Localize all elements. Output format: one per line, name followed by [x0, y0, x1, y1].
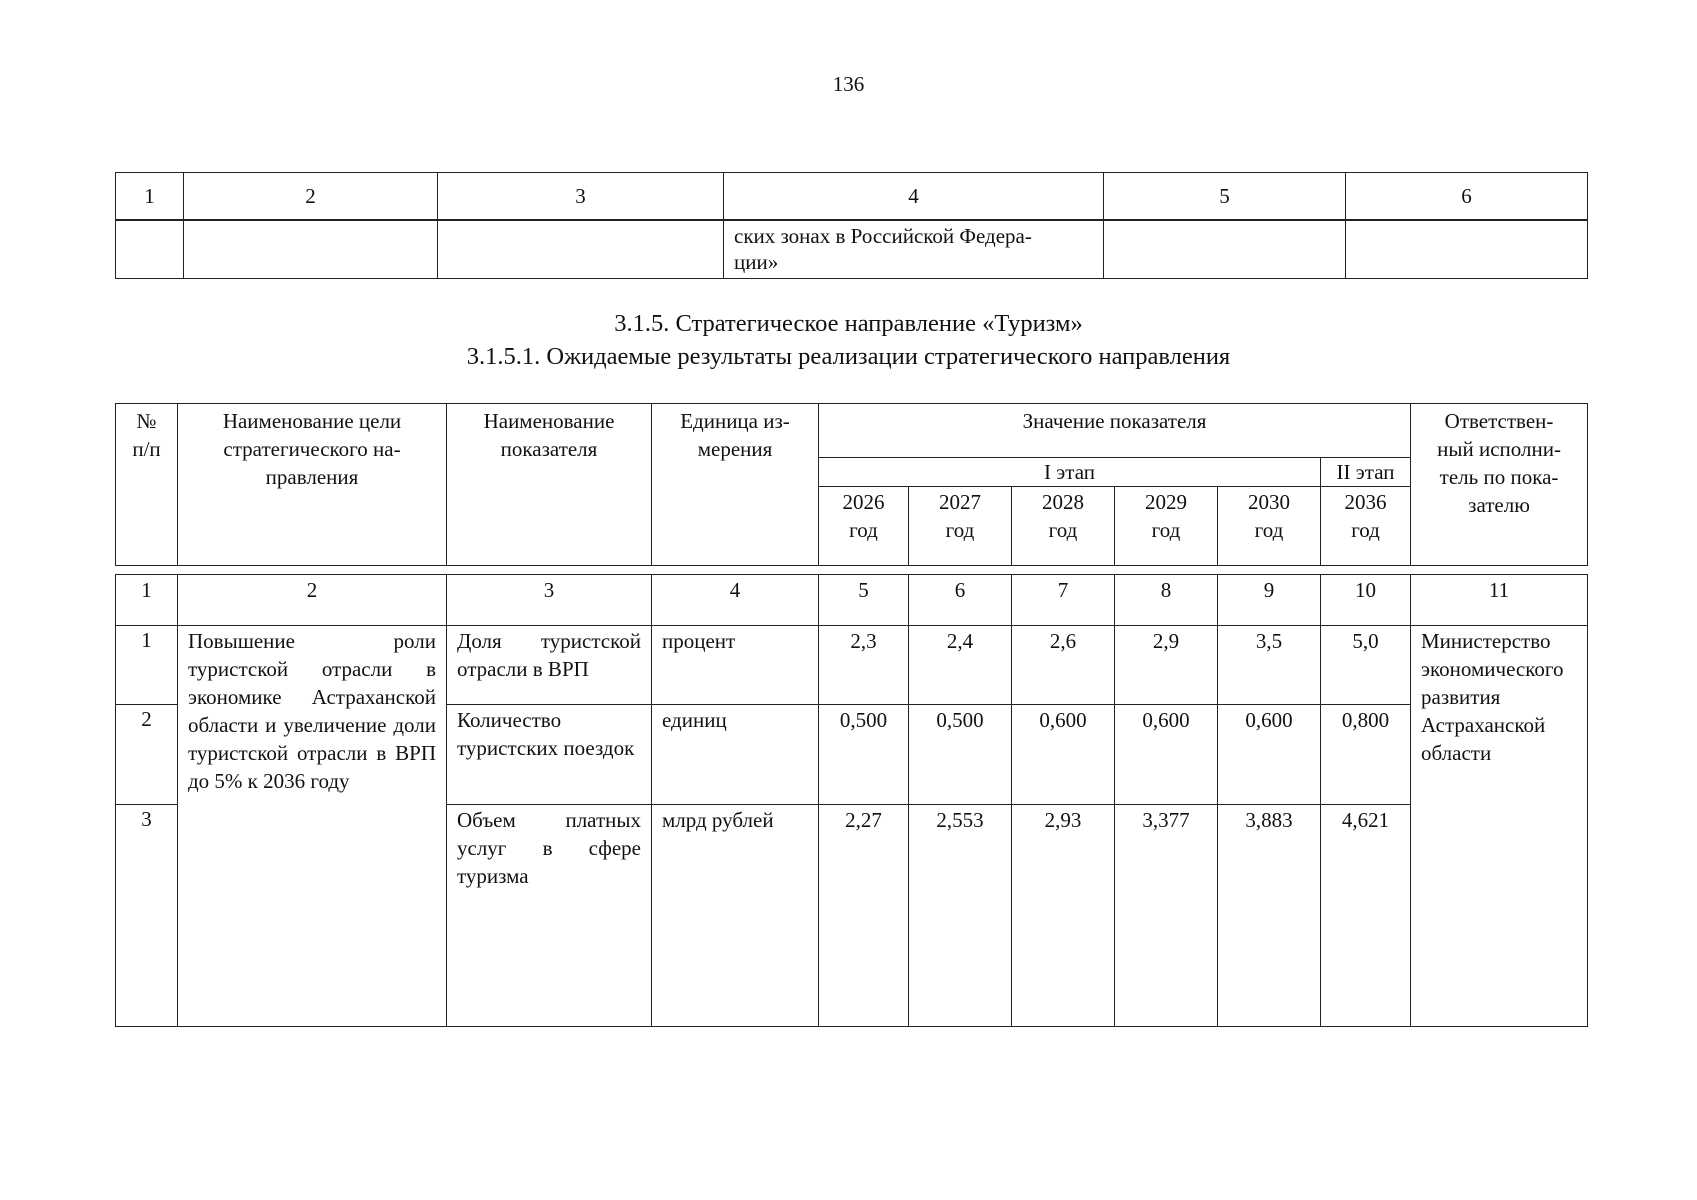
unit-cell: процент [652, 626, 819, 705]
row-num: 2 [116, 705, 178, 805]
cont-cell-text [724, 220, 1104, 279]
header-goal [178, 404, 447, 566]
unit-cell: млрд рублей [652, 805, 819, 1027]
column-number-5: 5 [819, 575, 909, 626]
header-year-2030: 2030 год [1218, 487, 1321, 566]
column-number-6: 6 [909, 575, 1012, 626]
column-number-3: 3 [447, 575, 652, 626]
value-2026: 2,3 [819, 626, 909, 705]
cont-col-5: 5 [1104, 173, 1346, 221]
value-2029: 2,9 [1115, 626, 1218, 705]
cont-col-4: 4 [724, 173, 1104, 221]
continuation-row [116, 220, 1588, 279]
header-value-group: Значение показателя [819, 404, 1411, 458]
table-row [116, 626, 1588, 705]
cont-col-6: 6 [1346, 173, 1588, 221]
indicator-text: Объем платных услуг в сфере туризма [457, 808, 641, 888]
goal-text: Повышение роли туристской отрасли в экономике Астраханской области и увеличение доли туристской отрасли в ВРП до 5% к 2036 году [188, 629, 436, 793]
indicator-cell: Доля туристской отрасли в ВРП [447, 626, 652, 705]
value-2027: 2,4 [909, 626, 1012, 705]
column-number-8: 8 [1115, 575, 1218, 626]
column-numbers-row [116, 575, 1588, 626]
subsection-title: 3.1.5.1. Ожидаемые результаты реализации стратегического направления [466, 343, 1231, 370]
value-2029: 0,600 [1115, 705, 1218, 805]
value-2028: 2,93 [1012, 805, 1115, 1027]
value-2036: 0,800 [1321, 705, 1411, 805]
results-table-header [115, 403, 1588, 566]
cont-cell-empty [1104, 220, 1346, 279]
header-year-2027: 2027 год [909, 487, 1012, 566]
header-indicator [447, 404, 652, 566]
header-indicator-text: Наименование показателя [483, 409, 615, 461]
header-unit-text: Единица из- мерения [680, 409, 790, 461]
section-title: 3.1.5. Стратегическое направление «Туризм» [614, 310, 1083, 337]
value-2027: 2,553 [909, 805, 1012, 1027]
header-responsible [1411, 404, 1588, 566]
header-year-2036: 2036 год [1321, 487, 1411, 566]
value-2028: 2,6 [1012, 626, 1115, 705]
column-number-10: 10 [1321, 575, 1411, 626]
column-number-9: 9 [1218, 575, 1321, 626]
continuation-table [115, 172, 1588, 279]
cont-col-1: 1 [116, 173, 184, 221]
responsible-text: Министерство экономического развития Астраханской области [1421, 629, 1564, 765]
column-number-1: 1 [116, 575, 178, 626]
cont-cell-empty [438, 220, 724, 279]
indicator-text: Количество туристских поездок [457, 708, 635, 760]
header-goal-text: Наименование цели стратегического на- правления [222, 409, 402, 489]
continuation-text: ских зонах в Российской Федера- ции» [734, 224, 1032, 274]
cont-col-2: 2 [184, 173, 438, 221]
header-responsible-text: Ответствен- ный исполни- тель по пока- зателю [1437, 409, 1561, 517]
results-table [115, 574, 1588, 1027]
column-number-7: 7 [1012, 575, 1115, 626]
header-year-2028: 2028 год [1012, 487, 1115, 566]
value-2027: 0,500 [909, 705, 1012, 805]
header-year-2029: 2029 год [1115, 487, 1218, 566]
cont-col-3: 3 [438, 173, 724, 221]
indicator-cell [447, 805, 652, 1027]
goal-cell [178, 626, 447, 1027]
row-num: 3 [116, 805, 178, 1027]
header-num-text: № п/п [132, 409, 161, 461]
value-2030: 3,5 [1218, 626, 1321, 705]
cont-cell-empty [1346, 220, 1588, 279]
row-num: 1 [116, 626, 178, 705]
header-year-2026: 2026 год [819, 487, 909, 566]
unit-cell: единиц [652, 705, 819, 805]
column-number-2: 2 [178, 575, 447, 626]
responsible-cell [1411, 626, 1588, 1027]
column-number-11: 11 [1411, 575, 1588, 626]
header-stage-2: II этап [1321, 458, 1411, 487]
page-number: 136 [832, 72, 865, 96]
column-number-4: 4 [652, 575, 819, 626]
header-stage-1: I этап [819, 458, 1321, 487]
value-2029: 3,377 [1115, 805, 1218, 1027]
header-num [116, 404, 178, 566]
cont-cell-empty [116, 220, 184, 279]
value-2036: 4,621 [1321, 805, 1411, 1027]
indicator-cell [447, 705, 652, 805]
value-2030: 0,600 [1218, 705, 1321, 805]
value-2028: 0,600 [1012, 705, 1115, 805]
cont-cell-empty [184, 220, 438, 279]
value-2026: 2,27 [819, 805, 909, 1027]
continuation-header-row [116, 173, 1588, 221]
value-2036: 5,0 [1321, 626, 1411, 705]
section-headings [0, 307, 1697, 373]
value-2026: 0,500 [819, 705, 909, 805]
value-2030: 3,883 [1218, 805, 1321, 1027]
header-unit [652, 404, 819, 566]
